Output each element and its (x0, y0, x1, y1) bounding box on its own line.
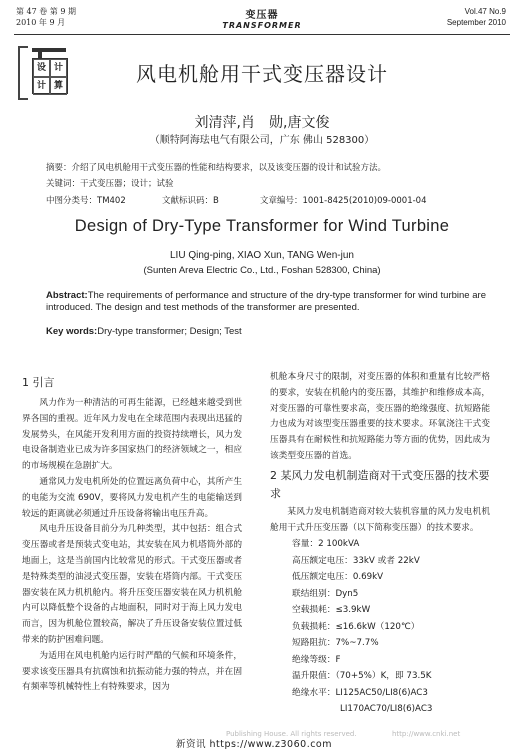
section-2-heading: 2 某风力发电机制造商对干式变压器的技术要求 (270, 468, 490, 500)
journal-name-cn: 变压器 (245, 10, 279, 21)
volume-en: Vol.47 No.9 (464, 7, 506, 16)
right-column (270, 370, 490, 718)
spec-item: 联结组别：Dyn5 (292, 588, 359, 599)
paragraph: 为适用在风电机舱内运行时严酷的气候和环境条件，要求该变压器具有抗腐蚀和抗振动能力强的特点，并在固有频率等机械特性上有特殊要求，因为 (22, 650, 242, 693)
abstract-text: The requirements of performance and structure of the dry-type transformer for wind turbine are introduced. The design and test methods of the transformer are presented. (46, 290, 486, 313)
paragraph: 风电升压设备目前分为几种类型，其中包括：组合式变压器或者是预装式变电站，其安装在风力机塔筒外部的地面上，这是当前国内比较常见的形式。干式变压器或者是特殊类型的油浸式变压器，安装在塔筒内部。干式变压器安装在风力机机舱内。将升压变压器安装在风力机机舱内可以降低整个设备的占地面积，同时对于海上风力发电而言，因为机舱位置较高，解决了升压设备安装位置过低带来的防护困难问题。 (22, 524, 242, 645)
keywords-text: Dry-type transformer; Design; Test (97, 326, 242, 337)
article-number: 文章编号：1001-8425(2010)09-0001-04 (260, 196, 427, 206)
keywords-cn: 关键词：干式变压器；设计；试验 (46, 179, 174, 189)
article-title-cn: 风电机舱用干式变压器设计 (136, 62, 388, 86)
affiliation-en: (Sunten Areva Electric Co., Ltd., Foshan 528300, China) (143, 265, 381, 276)
keywords-en (46, 326, 486, 337)
page-footer (0, 730, 524, 750)
abstract-label: Abstract: (46, 290, 88, 301)
paragraph: 通常风力发电机所处的位置远离负荷中心，其所产生的电能为交流 690V，要将风力发电机产生的电能输送到较远的距离就必须通过升压设备将输出电压升高。 (22, 476, 242, 519)
spec-item: 容量：2 100kVA (292, 539, 360, 550)
spec-item: 绝缘水平：LI125AC50/LI8(6)AC3 (292, 687, 428, 698)
header-right (447, 6, 506, 28)
abstract-cn: 摘要：介绍了风电机舱用干式变压器的性能和结构要求，以及该变压器的设计和试验方法。 (46, 163, 387, 173)
article-title-en: Design of Dry-Type Transformer for Wind Turbine (74, 217, 450, 235)
spec-item: 低压额定电压：0.69kV (292, 572, 384, 583)
spec-item: 温升限值：（70+5%）K，即 73.5K (292, 671, 432, 682)
paragraph: 风力作为一种清洁的可再生能源，已经越来越受到世界各国的重视。近年风力发电在全球范围内表现出迅猛的发展势头，在风能开发利用方面的投资持续增长，风力发电设备制造业已成为许多国家热门的经济领域之一，相应的市场规模在急剧扩大。 (22, 398, 242, 472)
watermark-link[interactable]: http://www.cnki.net (392, 730, 461, 738)
logo-char: 算 (50, 77, 67, 95)
journal-header (0, 6, 524, 36)
spec-item: LI170AC70/LI8(6)AC3 (340, 704, 433, 715)
spec-item: 空载损耗：≤3.9kW (292, 605, 371, 616)
journal-name-en: TRANSFORMER (222, 21, 302, 30)
document-code: 文献标识码：B (162, 196, 219, 206)
left-column (22, 370, 242, 696)
journal-name (0, 6, 524, 30)
authors-en: LIU Qing-ping, XIAO Xun, TANG Wen-jun (170, 250, 354, 261)
paragraph-continuation: 机舱本身尺寸的限制，对变压器的体积和重量有比较严格的要求，安装在机舱内的变压器，其维护和维修成本高，对变压器的可靠性要求高，变压器的绝缘强度、抗短路能力也成为对该型变压器重要的技术要求。环氧浇注干式变压器具有在耐候性和抗短路能力等方面的优势，因此成为该类型变压器的首选。 (270, 372, 490, 461)
keywords-label: Key words: (46, 326, 98, 337)
spec-item: 短路阻抗：7%~7.7% (292, 638, 379, 649)
abstract-en (46, 290, 486, 314)
class-number: 中图分类号：TM402 (46, 196, 126, 206)
section-1-heading: 1 引言 (22, 376, 55, 389)
date-cn: 2010 年 9 月 (16, 18, 66, 27)
affiliation-cn: （顺特阿海珐电气有限公司，广东 佛山 528300） (149, 135, 375, 146)
paragraph: 某风力发电机制造商对较大装机容量的风力发电机机舱用干式升压变压器（以下简称变压器）的技术要求。 (270, 506, 490, 533)
spec-item: 负载损耗：≤16.6kW（120℃） (292, 621, 420, 632)
logo-char: 计 (50, 59, 67, 77)
logo-char: 设 (33, 59, 50, 77)
logo-char: 计 (33, 77, 50, 95)
date-en: September 2010 (446, 18, 506, 27)
footer-url[interactable]: 新资讯 https://www.z3060.com (176, 739, 333, 750)
watermark-text: Publishing House. All rights reserved. (226, 730, 357, 738)
header-rule (14, 34, 510, 35)
volume-cn: 第 47 卷 第 9 期 (16, 7, 76, 16)
spec-item: 高压额定电压：33kV 或者 22kV (292, 555, 420, 566)
authors-cn: 刘清萍,肖 勋,唐文俊 (194, 115, 330, 131)
spec-item: 绝缘等级：F (292, 654, 341, 665)
